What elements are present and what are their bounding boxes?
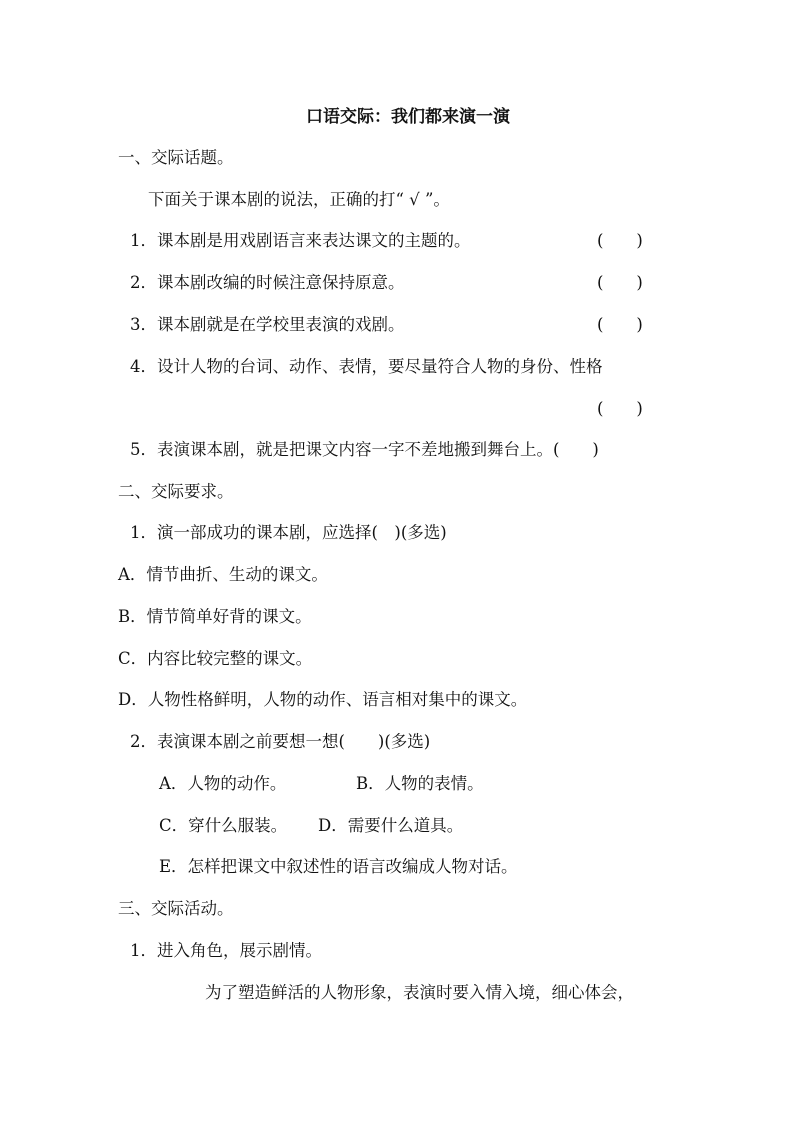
- question-number: 1．: [130, 231, 157, 250]
- section-3-heading: 三、交际活动。: [118, 899, 234, 918]
- question-number: 4．: [130, 357, 157, 376]
- option-c: C．内容比较完整的课文。: [118, 649, 313, 668]
- option-b: B．情节简单好背的课文。: [118, 607, 312, 626]
- question-2-2: 2．表演课本剧之前要想一想( )(多选): [130, 732, 431, 751]
- option-c: C．穿什么服装。: [159, 816, 288, 835]
- question-number: 3．: [130, 315, 157, 334]
- section-1-instruction: 下面关于课本剧的说法，正确的打“ √ ”。: [148, 190, 450, 209]
- question-item: [130, 230, 471, 252]
- question-item: [130, 439, 599, 461]
- question-number: 5．: [130, 440, 157, 459]
- question-item: [130, 314, 405, 336]
- option-a: A．情节曲折、生动的课文。: [118, 565, 328, 584]
- question-text: 课本剧是用戏剧语言来表达课文的主题的。: [157, 231, 471, 250]
- section-1-heading: 一、交际话题。: [118, 148, 234, 167]
- question-2-1: 1．演一部成功的课本剧，应选择( )(多选): [130, 523, 447, 542]
- answer-blank[interactable]: ( ): [597, 315, 643, 334]
- question-3-1: 1．进入角色，展示剧情。: [130, 941, 322, 960]
- question-text: 表演课本剧，就是把课文内容一字不差地搬到舞台上。( ): [157, 440, 599, 459]
- paragraph-text: 为了塑造鲜活的人物形象，表演时要入情入境，细心体会，: [205, 983, 634, 1002]
- question-text: 课本剧改编的时候注意保持原意。: [157, 273, 405, 292]
- option-b: B．人物的表情。: [356, 774, 484, 793]
- option-d: D．人物性格鲜明，人物的动作、语言相对集中的课文。: [118, 690, 528, 709]
- question-item: [130, 356, 603, 378]
- question-text: 设计人物的台词、动作、表情，要尽量符合人物的身份、性格: [157, 357, 603, 376]
- question-item: [130, 272, 405, 294]
- answer-blank[interactable]: ( ): [597, 273, 643, 292]
- section-2-heading: 二、交际要求。: [118, 482, 234, 501]
- answer-blank[interactable]: ( ): [597, 399, 643, 418]
- question-number: 2．: [130, 273, 157, 292]
- answer-blank[interactable]: ( ): [597, 231, 643, 250]
- page-title: 口语交际：我们都来演一演: [306, 107, 510, 127]
- question-text: 课本剧就是在学校里表演的戏剧。: [157, 315, 405, 334]
- option-d: D．需要什么道具。: [318, 816, 464, 835]
- option-a: A．人物的动作。: [159, 774, 287, 793]
- option-e: E．怎样把课文中叙述性的语言改编成人物对话。: [159, 857, 518, 876]
